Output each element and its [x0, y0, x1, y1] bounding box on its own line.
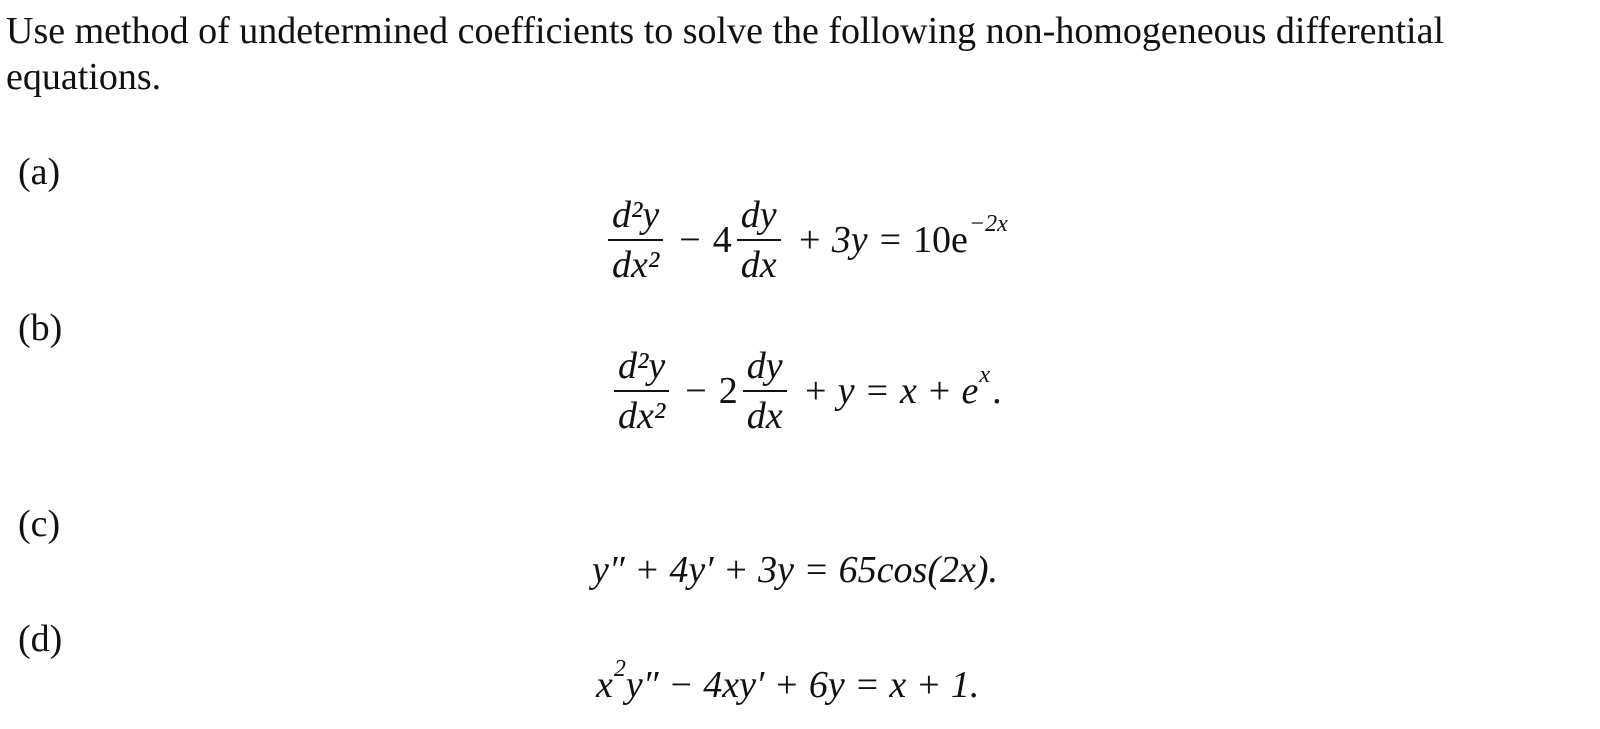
equation-b-period: .: [992, 370, 1002, 412]
equation-d-exponent: 2: [613, 655, 626, 682]
equation-b-tail: + y: [802, 370, 855, 412]
part-b-label: (b): [18, 307, 63, 349]
equation-a-frac2-denominator: dx: [740, 244, 777, 286]
equation-a-first-derivative: [737, 193, 781, 287]
equation-b-coefficient: 2: [718, 370, 738, 412]
equation-b-frac2-numerator: dy: [743, 344, 787, 392]
equation-a-frac1-numerator: d²y: [608, 193, 663, 241]
equation-b-equals: =: [866, 370, 889, 412]
equation-b-rhs-exponent: x: [979, 361, 991, 388]
equation-d: [596, 655, 980, 707]
equation-d-rest: y″ − 4xy′ + 6y = x + 1.: [625, 664, 980, 706]
equation-b-second-derivative: [614, 344, 669, 438]
equation-b: [610, 344, 1002, 438]
equation-a-second-derivative: [608, 193, 663, 287]
equation-a-tail: + 3y: [796, 219, 868, 261]
equation-a-rhs-exponent: −2x: [968, 210, 1008, 237]
equation-a: [604, 193, 1008, 287]
equation-a-coefficient: 4: [712, 219, 732, 261]
instructions-text: Use method of undetermined coefficients to solve the following non-homogeneous differential equations.: [6, 10, 1445, 98]
equation-b-first-derivative: [743, 344, 787, 438]
equation-a-equals: =: [879, 219, 902, 261]
part-a-label: (a): [18, 151, 61, 193]
equation-a-minus: −: [679, 219, 701, 261]
equation-b-minus: −: [685, 370, 707, 412]
equation-b-frac1-denominator: dx²: [618, 395, 666, 437]
equation-b-rhs: x + e: [900, 370, 979, 412]
part-c-label: (c): [18, 503, 61, 545]
part-d-label: (d): [18, 618, 63, 660]
equation-c: y″ + 4y′ + 3y = 65cos(2x).: [592, 549, 998, 591]
equation-a-frac2-numerator: dy: [737, 193, 781, 241]
equation-a-frac1-denominator: dx²: [612, 244, 660, 286]
equation-d-lead: x: [596, 664, 613, 706]
equation-b-frac2-denominator: dx: [746, 395, 783, 437]
equation-b-frac1-numerator: d²y: [614, 344, 669, 392]
equation-a-rhs: 10e: [913, 219, 968, 261]
